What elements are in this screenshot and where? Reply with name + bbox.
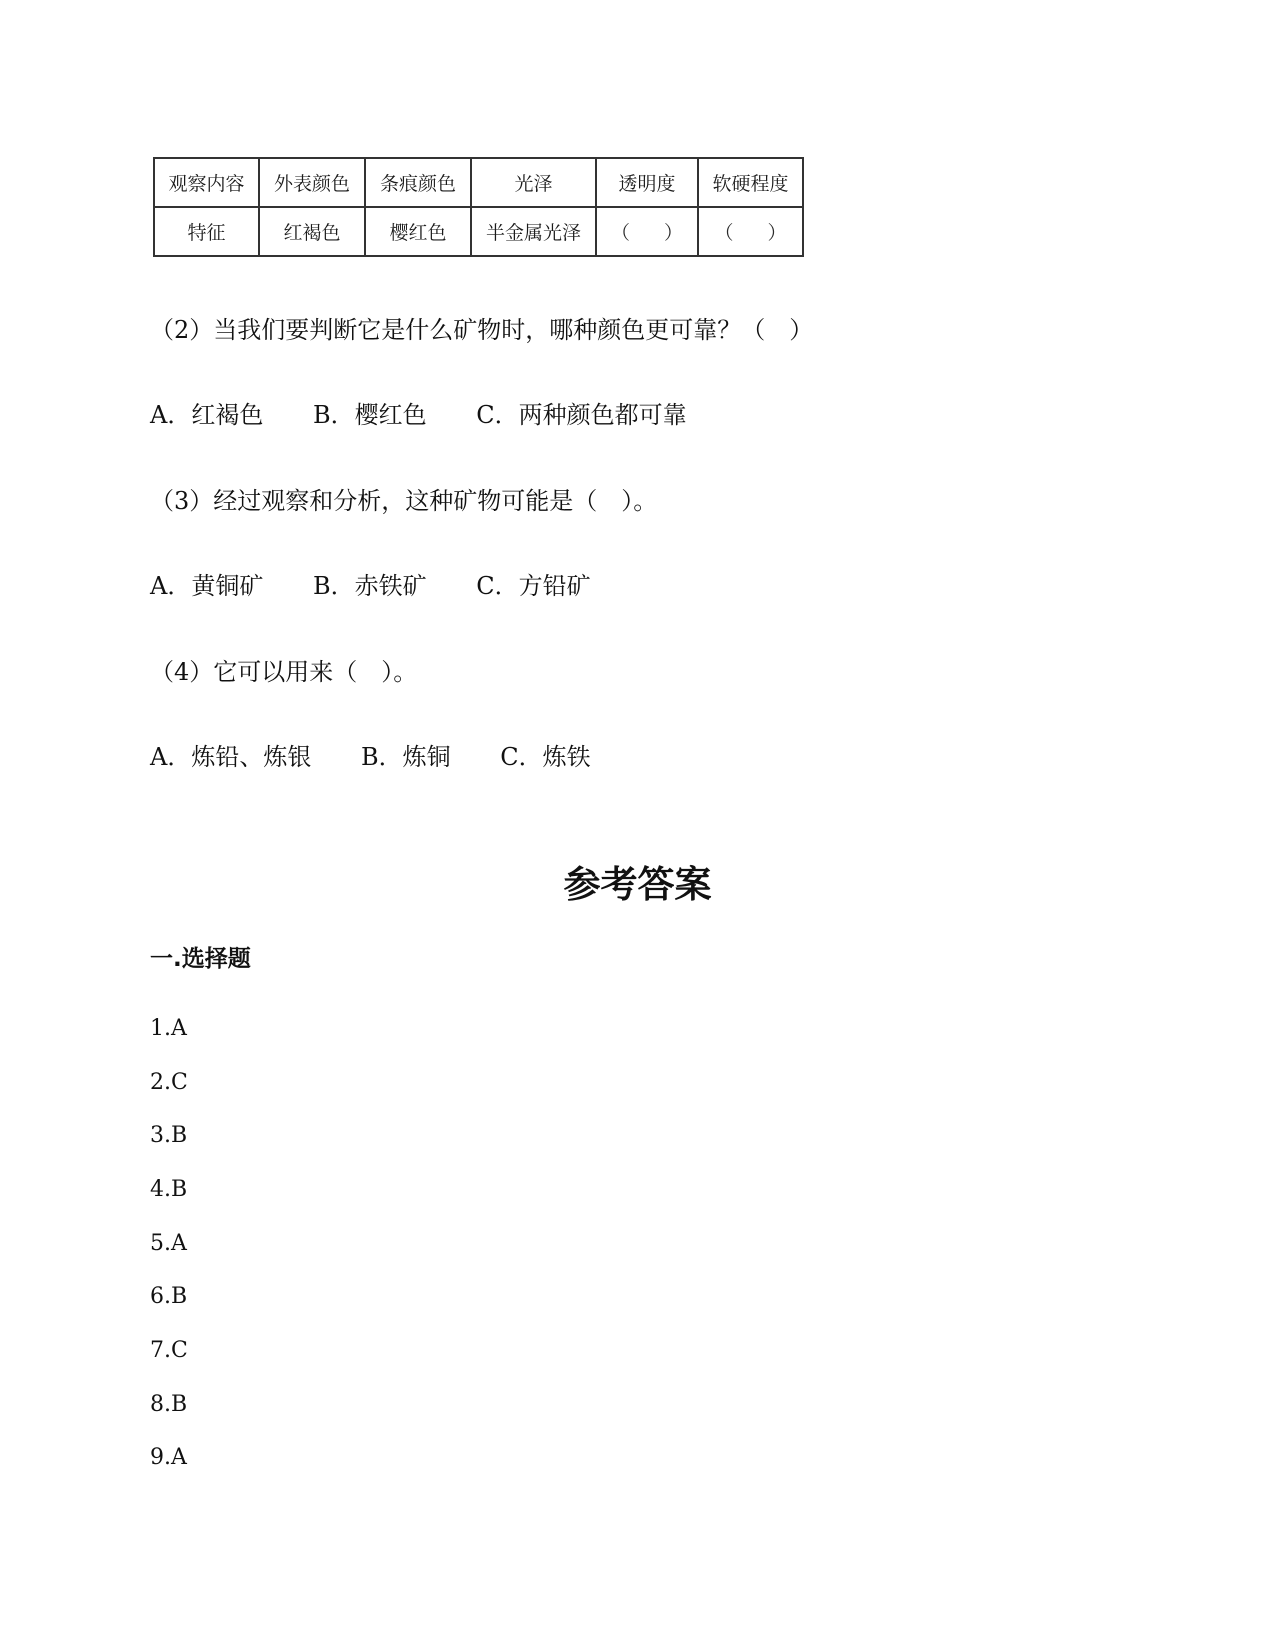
table-header-row — [154, 158, 803, 207]
blank-parentheses: （ ） — [714, 222, 801, 244]
option-b: B．赤铁矿 — [312, 572, 427, 600]
table-cell: 特征 — [154, 207, 259, 256]
mineral-observation-table — [153, 157, 804, 257]
table-cell: 红褐色 — [259, 207, 365, 256]
question-3: （3）经过观察和分析，这种矿物可能是（ ）。 — [150, 487, 658, 515]
answer-item: 4.B — [150, 1177, 188, 1202]
question-4: （4）它可以用来（ ）。 — [150, 658, 418, 686]
question-4-options — [150, 742, 633, 772]
table-cell: 透明度 — [596, 158, 698, 207]
question-2: （2）当我们要判断它是什么矿物时，哪种颜色更可靠？（ ） — [150, 316, 814, 344]
answer-item: 2.C — [150, 1070, 188, 1095]
option-a: A．炼铅、炼银 — [150, 743, 312, 771]
answer-item: 1.A — [150, 1016, 187, 1041]
table-cell: 条痕颜色 — [365, 158, 471, 207]
table-cell: 樱红色 — [365, 207, 471, 256]
option-b: B．樱红色 — [312, 401, 427, 429]
answer-key-title: 参考答案 — [563, 863, 712, 906]
answer-item: 7.C — [150, 1338, 188, 1363]
answer-item: 3.B — [150, 1123, 188, 1148]
table-row — [154, 207, 803, 256]
section-title: 一.选择题 — [150, 946, 251, 972]
question-3-options — [150, 571, 633, 601]
answer-item: 9.A — [150, 1445, 187, 1470]
answer-item: 5.A — [150, 1231, 187, 1256]
table-cell: 软硬程度 — [698, 158, 803, 207]
question-2-options — [150, 400, 729, 430]
blank-cell — [698, 207, 803, 256]
option-c: C．两种颜色都可靠 — [476, 401, 687, 429]
table-cell: 半金属光泽 — [471, 207, 596, 256]
answer-item: 6.B — [150, 1284, 188, 1309]
table-cell: 观察内容 — [154, 158, 259, 207]
blank-cell — [596, 207, 698, 256]
answer-item: 8.B — [150, 1392, 188, 1417]
option-c: C．炼铁 — [500, 743, 591, 771]
table-cell: 光泽 — [471, 158, 596, 207]
blank-parentheses: （ ） — [611, 222, 698, 244]
option-c: C．方铅矿 — [476, 572, 591, 600]
table-cell: 外表颜色 — [259, 158, 365, 207]
option-a: A．黄铜矿 — [150, 572, 264, 600]
option-b: B．炼铜 — [360, 743, 451, 771]
option-a: A．红褐色 — [150, 401, 264, 429]
